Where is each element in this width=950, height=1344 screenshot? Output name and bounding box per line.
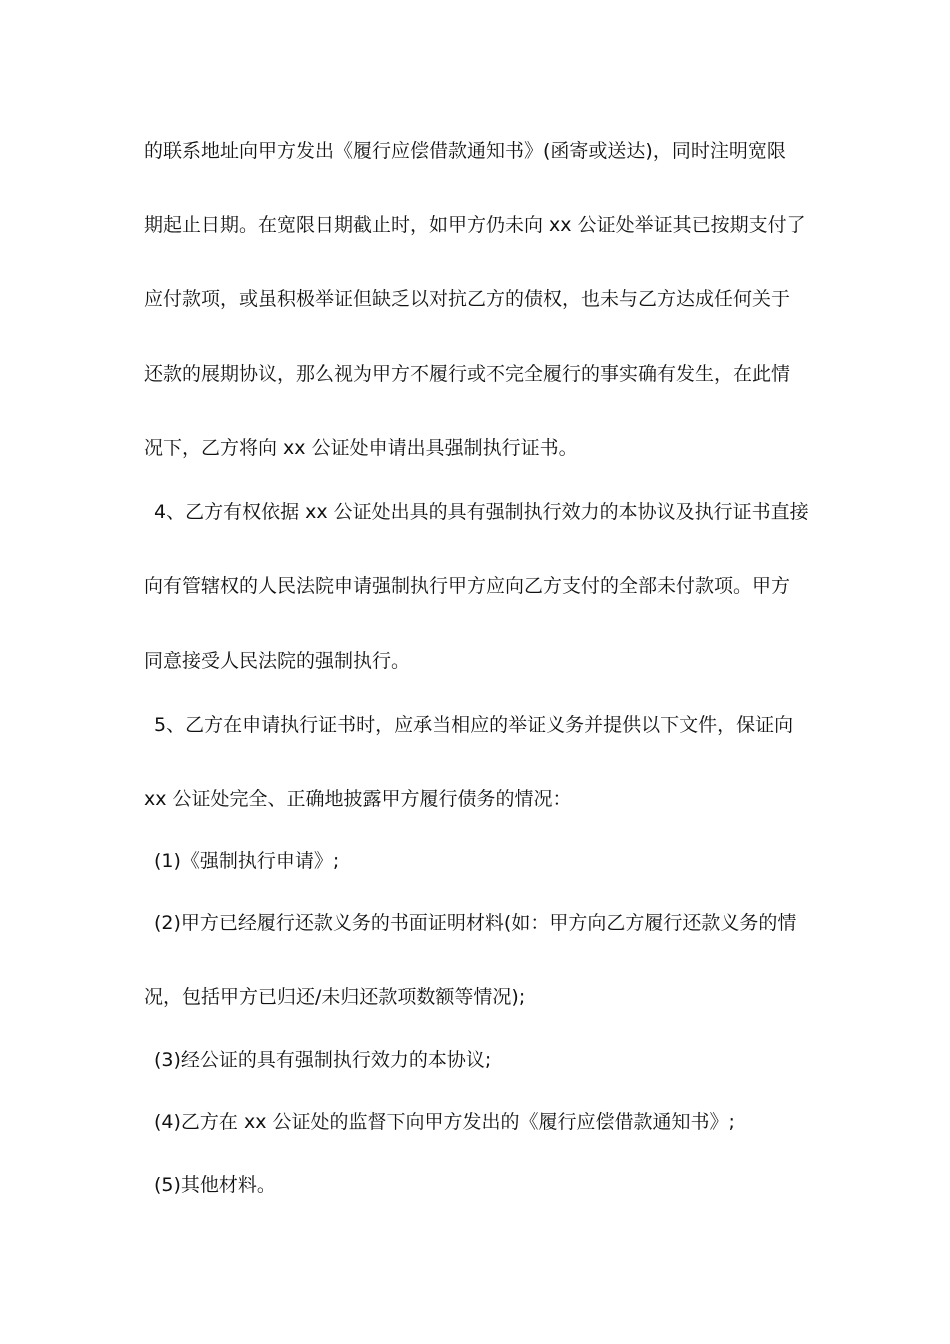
list-item-1: (1)《强制执行申请》; [154, 850, 340, 872]
text-line: 还款的展期协议，那么视为甲方不履行或不完全履行的事实确有发生，在此情 [144, 363, 791, 385]
paragraph-4-line: 4、乙方有权依据 xx 公证处出具的具有强制执行效力的本协议及执行证书直接 [154, 501, 809, 523]
text-line: 的联系地址向甲方发出《履行应偿借款通知书》(函寄或送达)，同时注明宽限 [144, 140, 786, 162]
text-line: 况下，乙方将向 xx 公证处申请出具强制执行证书。 [144, 437, 578, 459]
list-item-4: (4)乙方在 xx 公证处的监督下向甲方发出的《履行应偿借款通知书》; [154, 1111, 735, 1133]
text-line: 向有管辖权的人民法院申请强制执行甲方应向乙方支付的全部未付款项。甲方 [144, 575, 791, 597]
text-line: 应付款项，或虽积极举证但缺乏以对抗乙方的债权，也未与乙方达成任何关于 [144, 288, 791, 310]
list-item-5: (5)其他材料。 [154, 1174, 276, 1196]
text-line: 况，包括甲方已归还/未归还款项数额等情况); [144, 986, 526, 1008]
text-line: 同意接受人民法院的强制执行。 [144, 650, 411, 672]
paragraph-5-line: 5、乙方在申请执行证书时，应承当相应的举证义务并提供以下文件，保证向 [154, 714, 794, 736]
text-line: xx 公证处完全、正确地披露甲方履行债务的情况： [144, 788, 572, 810]
list-item-3: (3)经公证的具有强制执行效力的本协议; [154, 1049, 492, 1071]
text-line: 期起止日期。在宽限日期截止时，如甲方仍未向 xx 公证处举证其已按期支付了 [144, 214, 806, 236]
list-item-2: (2)甲方已经履行还款义务的书面证明材料(如：甲方向乙方履行还款义务的情 [154, 912, 797, 934]
